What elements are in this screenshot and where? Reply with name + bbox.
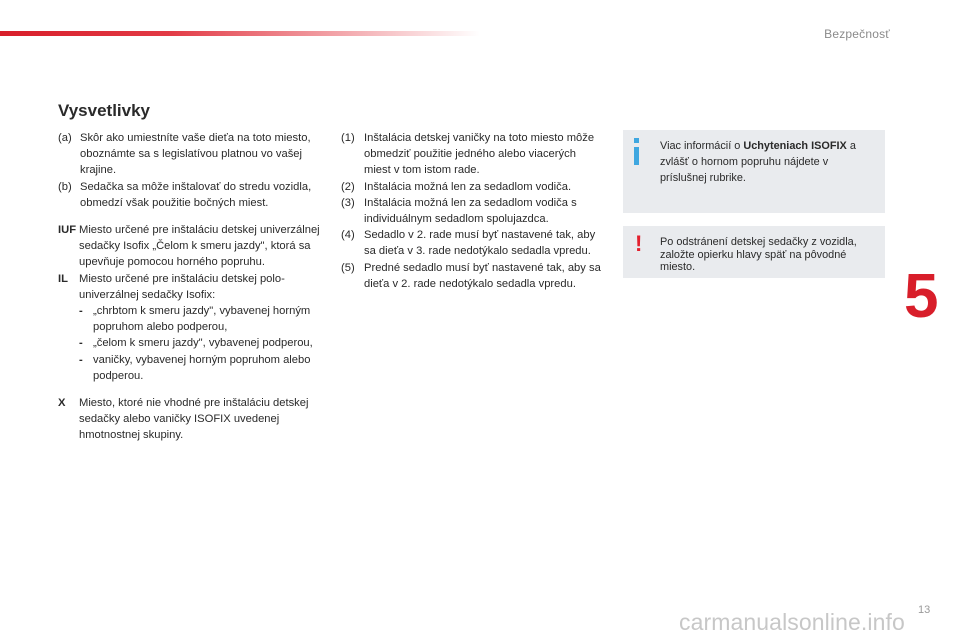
code-text: Miesto určené pre inštaláciu detskej univerzálnej sedačky Isofix „Čelom k smeru jazdy", ktorá sa upevňuje pomocou horného popruhu.	[79, 224, 320, 269]
list-item	[79, 303, 320, 335]
info-text-bold: Uchyteniach ISOFIX	[743, 140, 847, 152]
chapter-number: 5	[904, 262, 939, 331]
note-key: (a)	[58, 132, 72, 144]
code-key: X	[58, 397, 66, 410]
note-text: Inštalácia detskej vaničky na toto miesto môže obmedziť použitie jedného alebo viacerých miest v tom istom rade.	[364, 132, 595, 177]
note-item	[341, 179, 603, 195]
list-item-text: „chrbtom k smeru jazdy", vybavenej horným popruhom alebo podperou,	[93, 305, 311, 334]
watermark: carmanualsonline.info	[679, 609, 905, 635]
page-number: 13	[918, 604, 931, 616]
note-key: (1)	[341, 132, 355, 144]
dash-bullet: -	[79, 337, 83, 350]
list-item	[79, 352, 320, 384]
list-item-text: „čelom k smeru jazdy", vybavenej podperou,	[93, 337, 313, 350]
note-key: (b)	[58, 180, 72, 193]
note-item	[341, 260, 603, 292]
header-accent-bar	[0, 31, 480, 36]
note-key: (3)	[341, 196, 355, 209]
note-item	[341, 195, 603, 227]
info-box-text	[660, 138, 875, 186]
list-item-text: vaničky, vybavenej horným popruhom alebo podperou.	[93, 353, 311, 382]
note-text: Inštalácia možná len za sedadlom vodiča.	[364, 180, 572, 193]
letter-notes	[58, 130, 320, 211]
legend-left-column	[58, 130, 320, 444]
code-text: Miesto určené pre inštaláciu detskej polo-univerzálnej sedačky Isofix:	[79, 272, 285, 301]
code-il	[58, 271, 320, 303]
dash-bullet: -	[79, 353, 83, 366]
info-text-end: a zvlášť o hornom popruhu nájdete v príslušnej rubrike.	[660, 140, 856, 184]
info-icon	[632, 138, 646, 166]
info-text-start: Viac informácií o	[660, 140, 744, 152]
code-text: Miesto, ktoré nie vhodné pre inštaláciu detskej sedačky alebo vaničky ISOFIX uvedenej hmotnostnej skupiny.	[79, 397, 309, 442]
code-iuf	[58, 222, 320, 271]
note-item	[341, 130, 603, 179]
page-heading: Vysvetlivky	[58, 101, 150, 120]
note-key: (4)	[341, 229, 355, 242]
code-key: IL	[58, 272, 68, 285]
seat-codes	[58, 222, 320, 444]
note-key: (5)	[341, 261, 355, 274]
note-item	[58, 179, 320, 211]
section-title: Bezpečnosť	[824, 27, 890, 41]
il-sublist	[79, 303, 320, 384]
note-text: Inštalácia možná len za sedadlom vodiča s individuálnym sedadlom spolujazdca.	[364, 196, 577, 226]
note-text: Sedadlo v 2. rade musí byť nastavené tak, aby sa dieťa v 3. rade nedotýkalo sedadla vpredu.	[364, 229, 596, 258]
note-item	[58, 130, 320, 179]
code-key: IUF	[58, 224, 77, 237]
warning-box-text: Po odstránení detskej sedačky z vozidla, založte opierku hlavy späť na pôvodné miesto.	[660, 236, 857, 273]
warning-box	[623, 226, 885, 278]
list-item	[79, 335, 320, 351]
note-key: (2)	[341, 180, 355, 193]
warning-exclamation-icon: !	[635, 231, 643, 256]
dash-bullet: -	[79, 305, 83, 318]
note-item	[341, 227, 603, 259]
legend-numbered-column	[341, 130, 603, 292]
info-box	[623, 130, 885, 213]
note-text: Skôr ako umiestníte vaše dieťa na toto miesto, oboznámte sa s legislatívou platnou vo vašej krajine.	[80, 132, 311, 177]
note-text: Predné sedadlo musí byť nastavené tak, aby sa dieťa v 2. rade nedotýkalo sedadla vpredu.	[364, 261, 601, 290]
code-x	[58, 395, 320, 444]
note-text: Sedačka sa môže inštalovať do stredu vozidla, obmedzí však použitie bočných miest.	[80, 180, 312, 209]
